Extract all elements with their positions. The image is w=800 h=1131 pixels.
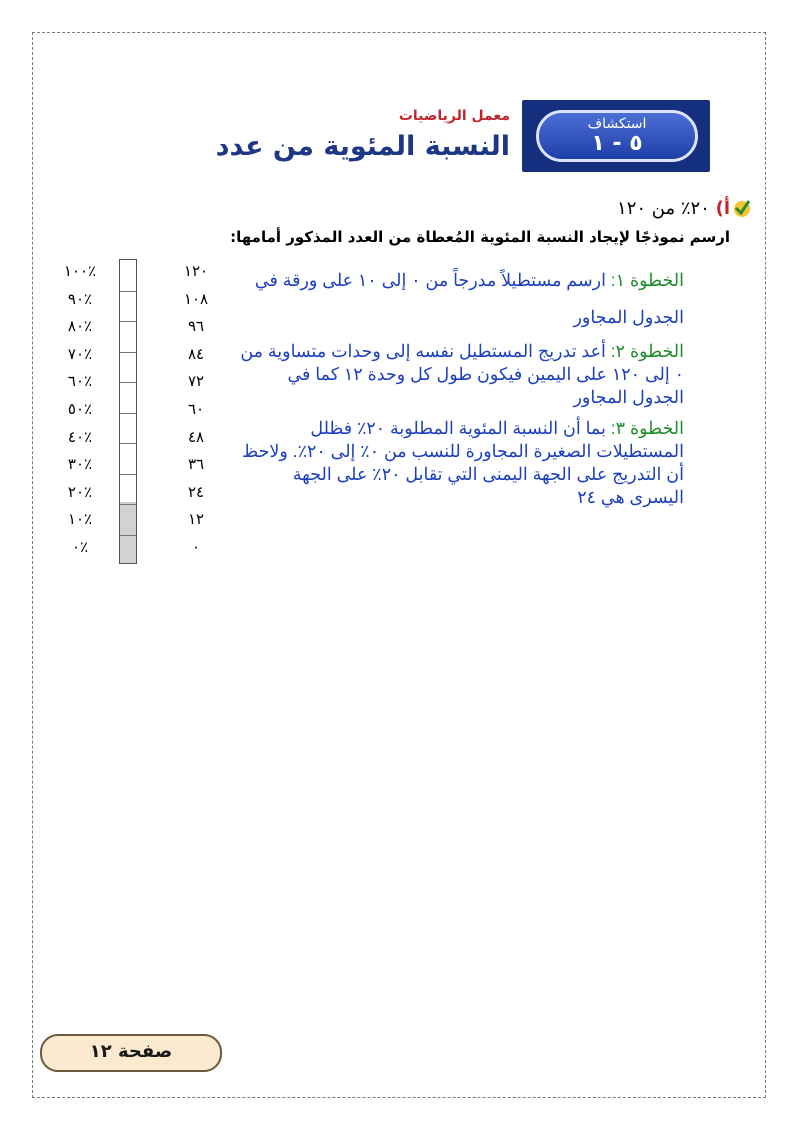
value-label: ١٠٨ [183, 289, 209, 308]
step-2-text: أعد تدريج المستطيل نفسه إلى وحدات متساوية من ٠ إلى ١٢٠ على اليمين فيكون طول كل وحدة ١٢ كما في الجدول المجاور [240, 341, 684, 407]
percent-label: ٪٦٠ [67, 372, 93, 391]
percent-label: ٪٥٠ [67, 400, 93, 418]
lesson-badge [522, 100, 710, 172]
value-label: ٨٤ [187, 344, 205, 363]
lesson-title: النسبة المئوية من عدد [215, 131, 510, 162]
step-1-text: ارسم مستطيلاً مدرجاً من ٠ إلى ١٠ على ورقة في الجدول المجاور [254, 270, 684, 327]
question-line [617, 198, 730, 219]
step-2 [236, 340, 684, 409]
value-label: ١٢ [187, 510, 205, 529]
step-3-text: بما أن النسبة المئوية المطلوبة ٢٠٪ فظلل المستطيلات الصغيرة المجاورة للنسب من ٠٪ إلى ٢٠٪. ولاحظ أن التدريج على الجهة اليمنى التي تقابل ٢٠٪ على الجهة اليسرى هي ٢٤ [241, 418, 684, 507]
percent-label: ٪١٠٠ [63, 262, 97, 280]
percent-label: ٪٠ [71, 538, 89, 556]
bar-division [120, 291, 136, 292]
percent-bar-model [119, 259, 137, 564]
percent-label: ٪٢٠ [67, 482, 93, 501]
step-3-label: الخطوة ٣: [610, 418, 684, 438]
value-label: ٢٤ [187, 482, 205, 501]
value-label: ٣٦ [187, 455, 205, 474]
step-1-label: الخطوة ١: [610, 270, 684, 290]
percent-label: ٪٤٠ [67, 427, 93, 446]
bar-division [120, 413, 136, 414]
lesson-badge-pill [536, 110, 698, 162]
badge-label: استكشاف [587, 116, 647, 132]
percent-label: ٪٩٠ [67, 289, 93, 308]
value-label: ٤٨ [187, 427, 205, 446]
percent-label: ٪٣٠ [67, 455, 93, 474]
lab-name: معمل الرياضيات [398, 108, 510, 124]
badge-number: ٥ - ١ [591, 131, 643, 156]
step-1 [236, 262, 684, 336]
bar-division [120, 504, 136, 505]
step-2-label: الخطوة ٢: [610, 341, 684, 361]
percent-label: ٪١٠ [67, 510, 93, 529]
bar-division [120, 382, 136, 383]
value-label: ٦٠ [187, 400, 205, 418]
bar-division [120, 474, 136, 475]
checkmark-icon [732, 198, 752, 218]
value-label: ١٢٠ [183, 262, 209, 280]
question-number: أ) [715, 198, 730, 219]
step-3 [236, 417, 684, 509]
page-frame [32, 32, 766, 1098]
value-label: ٧٢ [187, 372, 205, 391]
bar-division [120, 321, 136, 322]
bar-division [120, 535, 136, 536]
value-label: ٩٦ [187, 317, 205, 336]
bar-division [120, 443, 136, 444]
percent-label: ٪٧٠ [67, 344, 93, 363]
bar-division [120, 352, 136, 353]
steps-block [236, 262, 684, 509]
percent-label: ٪٨٠ [67, 317, 93, 336]
instruction: ارسم نموذجًا لإيجاد النسبة المئوية المُعطاة من العدد المذكور أمامها: [230, 228, 730, 246]
page-number: صفحة ١٢ [40, 1034, 222, 1072]
question-text: ٢٠٪ من ١٢٠ [617, 198, 710, 219]
value-label: ٠ [191, 538, 201, 556]
shaded-region [120, 502, 136, 563]
